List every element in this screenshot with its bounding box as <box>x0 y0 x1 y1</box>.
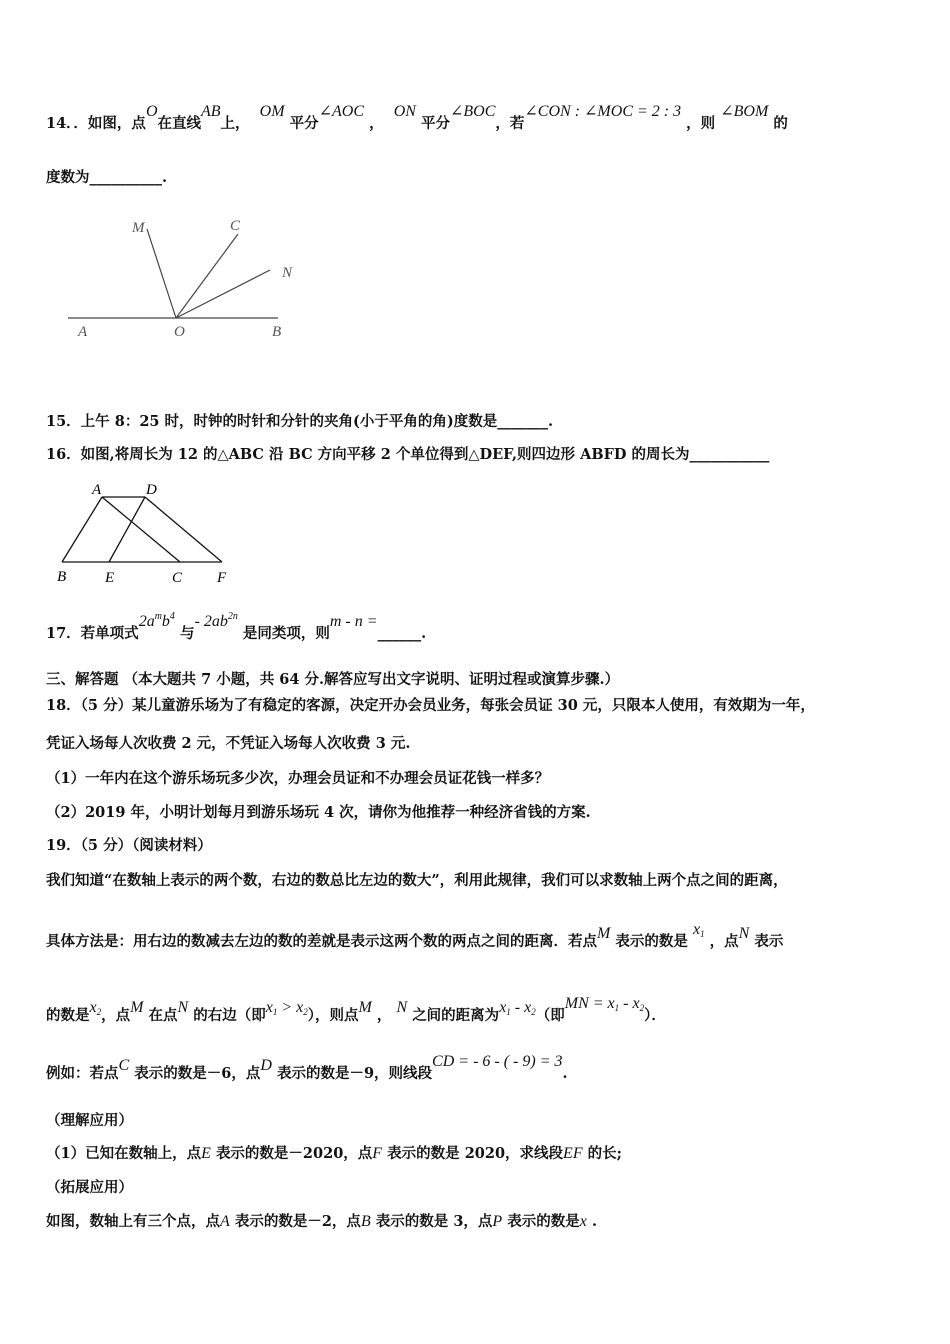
q14-text: 的 <box>773 115 788 132</box>
q19-text: 表示 <box>754 933 784 950</box>
q19-text: 表示的数是－9，则线段 <box>276 1065 433 1082</box>
var-x: x <box>632 995 640 1012</box>
label-C: C <box>230 218 241 234</box>
var-x: x <box>692 921 701 938</box>
line-AB: AB <box>201 103 221 120</box>
q19-text: 表示的数是 <box>615 933 688 950</box>
subscript-1: 1 <box>506 1007 511 1017</box>
section-3-header: 三、解答题 （本大题共 7 小题，共 64 分.解答应写出文字说明、证明过程或演算步骤.） <box>46 671 620 688</box>
var-x: x <box>579 1213 587 1230</box>
q14-text: ， <box>369 115 384 132</box>
q19-header: 19．（5 分）（阅读材料） <box>46 837 212 854</box>
q19-text: 的右边（即 <box>193 1007 266 1024</box>
q19-example <box>46 1053 568 1083</box>
point-A: A <box>220 1213 230 1230</box>
monomial-1-coef: 2a <box>138 613 155 630</box>
q19-understand-heading: （理解应用） <box>46 1112 133 1129</box>
monomial-1-b: b <box>161 613 170 630</box>
label-C: C <box>172 570 183 586</box>
q16: 16．如图,将周长为 12 的△ABC 沿 BC 方向平移 2 个单位得到△DEF,则四边形 ABFD 的周长为___________ <box>46 446 770 463</box>
inequality-x1-gt-x2 <box>266 999 308 1016</box>
q17-blank: ______. <box>377 625 427 642</box>
label-A: A <box>92 482 102 498</box>
q19-text: 的数是 <box>46 1007 90 1024</box>
var-x: x <box>296 999 304 1016</box>
q14-line2: 度数为__________. <box>46 169 168 186</box>
q14-text: 在直线 <box>157 115 201 132</box>
label-O: O <box>174 324 185 340</box>
q19-extend-heading: （拓展应用） <box>46 1179 133 1196</box>
label-D: D <box>146 482 157 498</box>
point-O: O <box>145 103 158 120</box>
point-M: M <box>358 999 372 1016</box>
q14-number: 14．．如图，点 <box>46 115 146 132</box>
q19-text: 的长; <box>587 1145 623 1162</box>
q18-part1: （1）一年内在这个游乐场玩多少次，办理会员证和不办理会员证花钱一样多？ <box>46 770 550 787</box>
q19-text: ， <box>376 1007 392 1024</box>
q19-text: 表示的数是 <box>507 1213 580 1230</box>
monomial-1 <box>139 613 175 630</box>
q14-text: ，则 <box>686 115 716 132</box>
q19-text: . <box>591 1213 597 1230</box>
subscript-1: 1 <box>614 1003 620 1013</box>
minus-sign: - <box>510 999 525 1016</box>
label-B: B <box>57 569 67 585</box>
point-M: M <box>597 925 611 942</box>
q14-text: 平分 <box>289 115 319 132</box>
segment-DF <box>145 497 222 562</box>
var-x: x <box>89 999 97 1016</box>
subscript-2: 2 <box>639 1003 645 1013</box>
q18-part2: （2）2019 年，小明计划每月到游乐场玩 4 次，请你为他推荐一种经济省钱的方案. <box>46 804 591 821</box>
q14-text: ，若 <box>495 115 525 132</box>
subscript-1: 1 <box>272 1007 278 1017</box>
q17-text: 17．若单项式 <box>46 625 139 642</box>
segment-MN: MN <box>564 995 589 1012</box>
q19-text: （即 <box>535 1007 565 1024</box>
point-P: P <box>492 1213 503 1230</box>
monomial-2-base: - 2ab <box>194 613 228 630</box>
ray-OC-shape <box>176 234 238 318</box>
ray-OM-shape <box>147 229 176 318</box>
point-C: C <box>118 1057 130 1074</box>
q19-extend-line <box>46 1210 597 1231</box>
q19-text: 表示的数是－2，点 <box>234 1213 361 1230</box>
mn-formula <box>565 995 644 1012</box>
q19-line3 <box>46 995 666 1025</box>
ray-OM: OM <box>259 103 285 120</box>
greater-than: > <box>277 999 297 1016</box>
label-A: A <box>78 324 88 340</box>
q17-text: 是同类项，则 <box>242 625 330 642</box>
q19-text: 表示的数是－6，点 <box>134 1065 261 1082</box>
q19-text: 表示的数是 2020，求线段 <box>387 1145 564 1162</box>
point-M: M <box>130 999 144 1016</box>
monomial-2-exp: 2n <box>227 611 238 622</box>
point-D: D <box>260 1057 272 1074</box>
segment-EF: EF <box>563 1145 583 1162</box>
q19-text: 在点 <box>148 1007 178 1024</box>
q15: 15．上午 8：25 时，时钟的时针和分针的夹角(小于平角的角)度数是_______. <box>46 413 554 430</box>
subscript-2: 2 <box>303 1007 308 1017</box>
q19-text: 之间的距离为 <box>412 1007 500 1024</box>
point-F: F <box>372 1145 383 1162</box>
monomial-1-exp-m: m <box>154 611 162 622</box>
var-x2 <box>90 999 102 1016</box>
point-N: N <box>177 999 189 1016</box>
q19-text: 例如：若点 <box>46 1065 119 1082</box>
point-B: B <box>360 1213 371 1230</box>
cd-expression: CD = - 6 - ( - 9) = 3 <box>432 1053 563 1070</box>
distance-x1-minus-x2 <box>499 999 536 1016</box>
var-x1 <box>693 921 705 938</box>
figure-translation-diagram <box>52 478 252 590</box>
label-M: M <box>132 220 145 236</box>
angle-AOC: ∠AOC <box>318 103 365 120</box>
label-F: F <box>217 570 227 586</box>
angle-BOC: ∠BOC <box>449 103 496 120</box>
label-B: B <box>272 324 282 340</box>
var-x: x <box>499 999 507 1016</box>
equals-sign: = <box>588 995 608 1012</box>
point-E: E <box>201 1145 211 1162</box>
point-N: N <box>396 999 408 1016</box>
point-N: N <box>738 925 750 942</box>
figure-angle-diagram <box>60 212 300 342</box>
q19-line2 <box>46 921 784 951</box>
q19-text: 表示的数是－2020，点 <box>215 1145 373 1162</box>
q19-text: ）． <box>644 1007 666 1024</box>
q19-question1 <box>46 1142 622 1163</box>
subscript-1: 1 <box>700 929 705 939</box>
var-x: x <box>265 999 273 1016</box>
subscript-2: 2 <box>96 1007 102 1017</box>
label-N: N <box>282 265 293 281</box>
q19-text: ，点 <box>101 1007 131 1024</box>
ratio-expression: ∠CON : ∠MOC = 2 : 3 <box>524 103 682 120</box>
monomial-2 <box>194 613 237 630</box>
q19-text: 表示的数是 3，点 <box>375 1213 493 1230</box>
q17-text: 与 <box>179 625 195 642</box>
q19-text: ），则点 <box>307 1007 359 1024</box>
segment-AB <box>62 497 102 562</box>
var-x: x <box>607 995 615 1012</box>
var-x: x <box>524 999 532 1016</box>
q19-text: . <box>562 1065 568 1082</box>
q18-line2: 凭证入场每人次收费 2 元，不凭证入场每人次收费 3 元. <box>46 735 411 752</box>
q19-text: 具体方法是：用右边的数减去左边的数的差就是表示这两个数的两点之间的距离．若点 <box>46 933 597 950</box>
ray-ON-shape <box>176 270 270 318</box>
q17 <box>46 611 427 643</box>
q19-line1: 我们知道“在数轴上表示的两个数，右边的数总比左边的数大”，利用此规律，我们可以求数轴上两个点之间的距离， <box>46 872 788 889</box>
angle-BOM: ∠BOM <box>720 103 769 120</box>
q18-line1: 18．（5 分）某儿童游乐场为了有稳定的客源，决定开办会员业务，每张会员证 30 元，只限本人使用，有效期为一年， <box>46 697 815 714</box>
minus-sign: - <box>619 995 633 1012</box>
ray-ON: ON <box>393 103 416 120</box>
q19-text: ，点 <box>709 933 739 950</box>
q14-text: 平分 <box>420 115 450 132</box>
q14-text: 上， <box>220 115 250 132</box>
subscript-2: 2 <box>531 1007 536 1017</box>
monomial-1-exp-4: 4 <box>169 611 175 622</box>
q19-text: （1）已知在数轴上，点 <box>46 1145 202 1162</box>
expression-m-minus-n: m - n = <box>329 613 378 630</box>
q14-line1 <box>46 103 788 133</box>
q19-text: 如图，数轴上有三个点，点 <box>46 1213 220 1230</box>
label-E: E <box>105 570 115 586</box>
